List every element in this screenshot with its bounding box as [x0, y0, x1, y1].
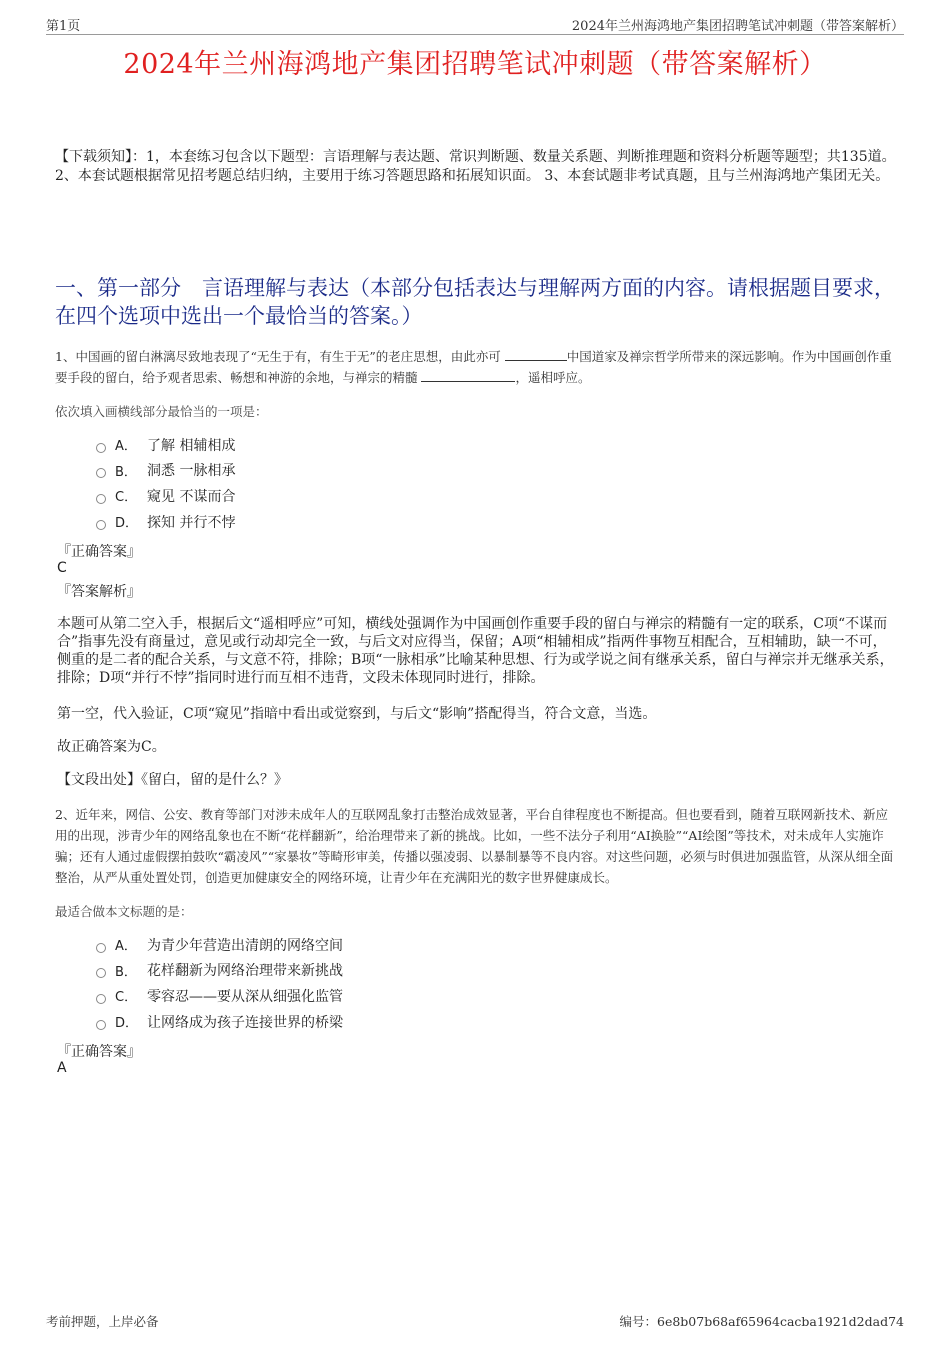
radio-button[interactable]	[96, 943, 106, 953]
question-2-options	[96, 932, 343, 1034]
page-number: 第1页	[46, 19, 81, 34]
source-citation: 【文段出处】《留白，留的是什么？》	[57, 772, 288, 788]
radio-button[interactable]	[96, 968, 106, 978]
blank-2	[421, 369, 515, 382]
question-1-stem: 1、中国画的留白淋漓尽致地表现了“无生于有，有生于无”的老庄思想，由此亦可 中国道家及禅宗哲学所带来的深远影响。作为中国画创作重要手段的留白，给予观者思索、畅想和神游的余地，与禅宗的精髓 ，遥相呼应。	[55, 349, 892, 385]
radio-button[interactable]	[96, 1020, 106, 1030]
answer-value: A	[57, 1060, 67, 1076]
radio-button[interactable]	[96, 494, 106, 504]
option-c[interactable]: C． 零容忍——要从深从细强化监管	[96, 983, 343, 1009]
footer-doc-id: 编号：6e8b07b68af65964cacba1921d2dad74	[619, 1314, 904, 1329]
option-a[interactable]: A． 为青少年营造出清朗的网络空间	[96, 932, 343, 958]
footer-slogan: 考前押题，上岸必备	[46, 1314, 159, 1329]
option-a[interactable]: A． 了解 相辅相成	[96, 432, 235, 458]
option-c[interactable]: C． 窥见 不谋而合	[96, 483, 235, 509]
option-d[interactable]: D． 让网络成为孩子连接世界的桥梁	[96, 1009, 343, 1035]
analysis-label: 『答案解析』	[57, 584, 141, 600]
option-b[interactable]: B． 洞悉 一脉相承	[96, 458, 235, 484]
question-1-options	[96, 432, 235, 534]
analysis-paragraph-3: 故正确答案为C。	[57, 739, 166, 755]
question-2-stem: 2、近年来，网信、公安、教育等部门对涉未成年人的互联网乱象打击整治成效显著，平台自律程度也不断提高。但也要看到，随着互联网新技术、新应用的出现，涉青少年的网络乱象也在不断“花样翻新”，给治理带来了新的挑战。比如，一些不法分子利用“AI换脸”“AI绘图”等技术，对未成年人实施诈骗；还有人通过虚假摆拍鼓吹“霸凌风”“家暴妆”等畸形审美，传播以强凌弱、以暴制暴等不良内容。对这些问题，必须与时俱进加强监管，从深从细全面整治，从严从重处置处罚，创造更加健康安全的网络环境，让青少年在充满阳光的数字世界健康成长。	[55, 807, 894, 885]
analysis-paragraph-2: 第一空，代入验证，C项“窥见”指暗中看出或觉察到，与后文“影响”搭配得当，符合文意，当选。	[57, 706, 657, 722]
question-1-prompt: 依次填入画横线部分最恰当的一项是：	[55, 404, 268, 419]
download-notice: 【下载须知】：1，本套练习包含以下题型：言语理解与表达题、常识判断题、数量关系题、判断推理题和资料分析题等题型；共135道。 2、本套试题根据常见招考题总结归纳，主要用于练习答题思路和拓展知识面。 3、本套试题非考试真题，且与兰州海鸿地产集团无关。	[55, 149, 896, 184]
radio-button[interactable]	[96, 443, 106, 453]
option-b[interactable]: B． 花样翻新为网络治理带来新挑战	[96, 958, 343, 984]
answer-label: 『正确答案』	[57, 1044, 141, 1060]
header-doc-title: 2024年兰州海鸿地产集团招聘笔试冲刺题（带答案解析）	[571, 19, 904, 34]
page-header	[46, 12, 904, 35]
answer-label: 『正确答案』	[57, 544, 141, 560]
option-d[interactable]: D． 探知 并行不悖	[96, 509, 235, 535]
radio-button[interactable]	[96, 994, 106, 1004]
analysis-paragraph-1: 本题可从第二空入手，根据后文“遥相呼应”可知，横线处强调作为中国画创作重要手段的留白与禅宗的精髓有一定的联系，C项“不谋而合”指事先没有商量过，意见或行动却完全一致，与后文对应得当，保留；A项“相辅相成”指两件事物互相配合，互相辅助，缺一不可，侧重的是二者的配合关系，与文意不符，排除；B项“一脉相承”比喻某种思想、行为或学说之间有继承关系，留白与禅宗并无继承关系，排除；D项“并行不悖”指同时进行而互相不违背，文段未体现同时进行，排除。	[57, 616, 894, 686]
radio-button[interactable]	[96, 520, 106, 530]
section-heading: 一、第一部分 言语理解与表达（本部分包括表达与理解两方面的内容。请根据题目要求，在四个选项中选出一个最恰当的答案。）	[55, 276, 895, 328]
question-2-prompt: 最适合做本文标题的是：	[55, 904, 193, 919]
document-title: 2024年兰州海鸿地产集团招聘笔试冲刺题（带答案解析）	[123, 49, 827, 80]
radio-button[interactable]	[96, 468, 106, 478]
blank-1	[505, 348, 567, 361]
answer-value: C	[57, 560, 67, 576]
